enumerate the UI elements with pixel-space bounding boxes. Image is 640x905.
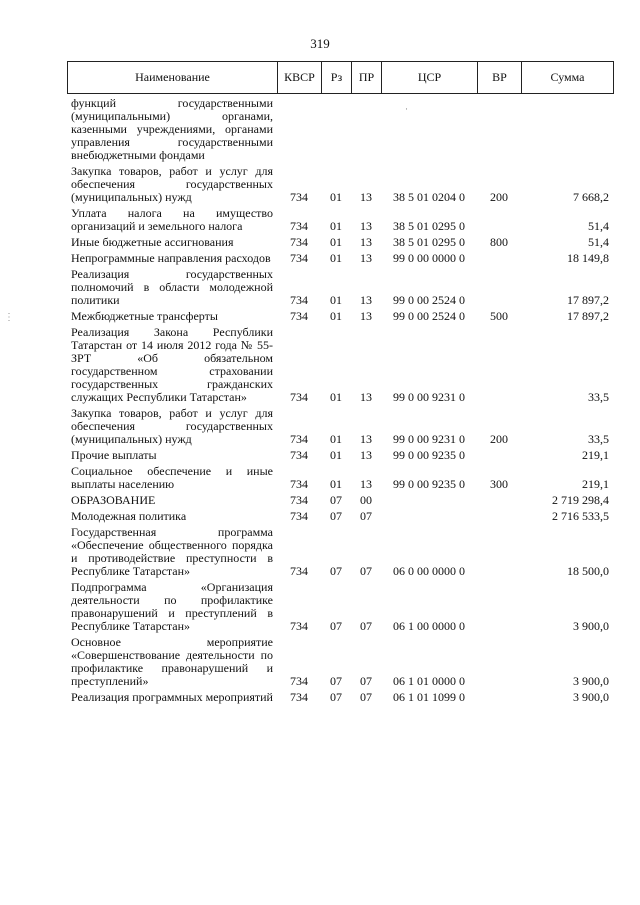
cell-sum: 33,5 bbox=[588, 432, 609, 446]
cell-vr bbox=[477, 267, 521, 309]
cell-csr bbox=[381, 493, 477, 509]
header-csr: ЦСР bbox=[382, 62, 478, 94]
cell-pr: 07 bbox=[360, 509, 372, 523]
cell-kvsr: 734 bbox=[290, 690, 308, 704]
cell-sum: 18 500,0 bbox=[567, 564, 609, 578]
cell-vr bbox=[477, 96, 521, 164]
cell-rz: 07 bbox=[330, 493, 342, 507]
cell-pr: 13 bbox=[360, 309, 372, 323]
table-row bbox=[67, 309, 613, 325]
cell-pr: 13 bbox=[360, 432, 372, 446]
margin-mark: ⋮ bbox=[4, 312, 14, 323]
cell-kvsr: 734 bbox=[290, 674, 308, 688]
cell-name: Непрограммные направления расходов bbox=[71, 251, 271, 265]
header-sum: Сумма bbox=[522, 62, 614, 94]
cell-name: Иные бюджетные ассигнования bbox=[71, 235, 234, 249]
cell-pr: 07 bbox=[360, 674, 372, 688]
cell-vr bbox=[477, 325, 521, 406]
cell-name: функций государственными (муниципальными) органами, казенными учреждениями, органами управления государственными внебюджетными фондами bbox=[71, 96, 273, 162]
cell-pr: 13 bbox=[360, 190, 372, 204]
cell-vr bbox=[477, 251, 521, 267]
cell-name: Прочие выплаты bbox=[71, 448, 157, 462]
table-row bbox=[67, 509, 613, 525]
cell-csr: 99 0 00 2524 0 bbox=[393, 293, 465, 307]
cell-rz: 01 bbox=[330, 293, 342, 307]
cell-kvsr: 734 bbox=[290, 448, 308, 462]
header-rz: Рз bbox=[322, 62, 352, 94]
cell-rz: 01 bbox=[330, 390, 342, 404]
cell-csr bbox=[381, 96, 477, 164]
cell-csr: 99 0 00 9231 0 bbox=[393, 432, 465, 446]
table-row bbox=[67, 235, 613, 251]
header-name: Наименование bbox=[68, 62, 278, 94]
cell-csr: 99 0 00 2524 0 bbox=[393, 309, 465, 323]
cell-kvsr: 734 bbox=[290, 219, 308, 233]
cell-rz: 07 bbox=[330, 690, 342, 704]
cell-rz: 07 bbox=[330, 674, 342, 688]
cell-rz: 01 bbox=[330, 190, 342, 204]
cell-csr: 99 0 00 9231 0 bbox=[393, 390, 465, 404]
cell-rz: 07 bbox=[330, 619, 342, 633]
cell-name: Реализация программных мероприятий bbox=[71, 690, 273, 704]
table-row bbox=[67, 206, 613, 235]
table-row bbox=[67, 164, 613, 206]
cell-name: Социальное обеспечение и иные выплаты населению bbox=[71, 464, 273, 491]
table-row bbox=[67, 635, 613, 690]
cell-name: Межбюджетные трансферты bbox=[71, 309, 218, 323]
cell-csr: 06 1 01 0000 0 bbox=[393, 674, 465, 688]
cell-vr bbox=[477, 635, 521, 690]
cell-sum: 17 897,2 bbox=[567, 293, 609, 307]
cell-rz: 07 bbox=[330, 509, 342, 523]
table-row bbox=[67, 448, 613, 464]
cell-name: ОБРАЗОВАНИЕ bbox=[71, 493, 156, 507]
cell-vr bbox=[477, 206, 521, 235]
cell-pr: 13 bbox=[360, 390, 372, 404]
cell-sum: 2 716 533,5 bbox=[552, 509, 609, 523]
cell-pr: 07 bbox=[360, 690, 372, 704]
cell-vr bbox=[477, 448, 521, 464]
cell-name: Реализация государственных полномочий в области молодежной политики bbox=[71, 267, 273, 307]
cell-kvsr: 734 bbox=[290, 235, 308, 249]
cell-vr bbox=[477, 580, 521, 635]
table-row bbox=[67, 267, 613, 309]
cell-sum: 219,1 bbox=[582, 477, 609, 491]
cell-kvsr: 734 bbox=[290, 390, 308, 404]
cell-kvsr: 734 bbox=[290, 190, 308, 204]
cell-name: Молодежная политика bbox=[71, 509, 187, 523]
cell-rz: 07 bbox=[330, 564, 342, 578]
cell-name: Основное мероприятие «Совершенствование деятельности по профилактике правонарушений и преступлений» bbox=[71, 635, 273, 688]
table-row bbox=[67, 690, 613, 706]
cell-kvsr: 734 bbox=[290, 509, 308, 523]
table-row bbox=[67, 493, 613, 509]
cell-csr: 38 5 01 0295 0 bbox=[393, 219, 465, 233]
cell-rz: 01 bbox=[330, 251, 342, 265]
cell-name: Закупка товаров, работ и услуг для обеспечения государственных (муниципальных) нужд bbox=[71, 164, 273, 204]
cell-kvsr: 734 bbox=[290, 293, 308, 307]
cell-sum: 3 900,0 bbox=[573, 619, 609, 633]
cell-csr: 99 0 00 0000 0 bbox=[393, 251, 465, 265]
cell-sum: 3 900,0 bbox=[573, 674, 609, 688]
cell-kvsr: 734 bbox=[290, 493, 308, 507]
cell-sum: 51,4 bbox=[588, 219, 609, 233]
cell-kvsr: 734 bbox=[290, 477, 308, 491]
cell-rz: 01 bbox=[330, 219, 342, 233]
cell-pr: 13 bbox=[360, 251, 372, 265]
cell-vr: 200 bbox=[490, 190, 508, 204]
cell-kvsr: 734 bbox=[290, 432, 308, 446]
cell-rz: 01 bbox=[330, 235, 342, 249]
table-row bbox=[67, 406, 613, 448]
cell-pr bbox=[351, 96, 381, 164]
cell-name: Реализация Закона Республики Татарстан от 14 июля 2012 года № 55-ЗРТ «Об обязательном государственном страховании государственных гражданских служащих Республики Татарстан» bbox=[71, 325, 273, 404]
cell-vr bbox=[477, 525, 521, 580]
table-row bbox=[67, 325, 613, 406]
cell-pr: 13 bbox=[360, 477, 372, 491]
cell-vr bbox=[477, 493, 521, 509]
page-number: 319 bbox=[310, 36, 330, 51]
header-vr: ВР bbox=[478, 62, 522, 94]
table-row bbox=[67, 525, 613, 580]
cell-sum: 18 149,8 bbox=[567, 251, 609, 265]
cell-csr: 99 0 00 9235 0 bbox=[393, 477, 465, 491]
cell-pr: 13 bbox=[360, 235, 372, 249]
cell-sum: 51,4 bbox=[588, 235, 609, 249]
cell-sum: 219,1 bbox=[582, 448, 609, 462]
cell-rz: 01 bbox=[330, 432, 342, 446]
cell-vr: 300 bbox=[490, 477, 508, 491]
cell-sum: 3 900,0 bbox=[573, 690, 609, 704]
cell-sum: 7 668,2 bbox=[573, 190, 609, 204]
budget-table bbox=[67, 96, 613, 706]
cell-name: Закупка товаров, работ и услуг для обеспечения государственных (муниципальных) нужд bbox=[71, 406, 273, 446]
cell-kvsr: 734 bbox=[290, 619, 308, 633]
cell-csr: 38 5 01 0204 0 bbox=[393, 190, 465, 204]
cell-sum bbox=[521, 96, 613, 164]
cell-kvsr: 734 bbox=[290, 309, 308, 323]
cell-sum: 2 719 298,4 bbox=[552, 493, 609, 507]
table-row bbox=[67, 580, 613, 635]
cell-kvsr: 734 bbox=[290, 251, 308, 265]
cell-pr: 13 bbox=[360, 293, 372, 307]
table-header bbox=[67, 61, 614, 94]
cell-rz bbox=[321, 96, 351, 164]
cell-csr bbox=[381, 509, 477, 525]
cell-vr bbox=[477, 690, 521, 706]
table-row bbox=[67, 464, 613, 493]
cell-csr: 99 0 00 9235 0 bbox=[393, 448, 465, 462]
cell-rz: 01 bbox=[330, 309, 342, 323]
cell-pr: 00 bbox=[360, 493, 372, 507]
header-pr: ПР bbox=[352, 62, 382, 94]
cell-pr: 13 bbox=[360, 219, 372, 233]
cell-pr: 07 bbox=[360, 619, 372, 633]
cell-csr: 06 0 00 0000 0 bbox=[393, 564, 465, 578]
header-kvsr: КВСР bbox=[278, 62, 322, 94]
cell-rz: 01 bbox=[330, 448, 342, 462]
cell-vr: 200 bbox=[490, 432, 508, 446]
cell-vr: 500 bbox=[490, 309, 508, 323]
cell-vr bbox=[477, 509, 521, 525]
cell-csr: 06 1 00 0000 0 bbox=[393, 619, 465, 633]
cell-name: Уплата налога на имущество организаций и земельного налога bbox=[71, 206, 273, 233]
cell-name: Подпрограмма «Организация деятельности по профилактике правонарушений и преступлений в Республике Татарстан» bbox=[71, 580, 273, 633]
cell-vr: 800 bbox=[490, 235, 508, 249]
cell-csr: 06 1 01 1099 0 bbox=[393, 690, 465, 704]
table-row bbox=[67, 96, 613, 164]
cell-pr: 13 bbox=[360, 448, 372, 462]
scan-dot: · bbox=[405, 104, 408, 114]
cell-sum: 17 897,2 bbox=[567, 309, 609, 323]
cell-kvsr bbox=[277, 96, 321, 164]
cell-pr: 07 bbox=[360, 564, 372, 578]
cell-rz: 01 bbox=[330, 477, 342, 491]
table-row bbox=[67, 251, 613, 267]
cell-kvsr: 734 bbox=[290, 564, 308, 578]
cell-name: Государственная программа «Обеспечение общественного порядка и противодействие преступности в Республике Татарстан» bbox=[71, 525, 273, 578]
cell-sum: 33,5 bbox=[588, 390, 609, 404]
cell-csr: 38 5 01 0295 0 bbox=[393, 235, 465, 249]
